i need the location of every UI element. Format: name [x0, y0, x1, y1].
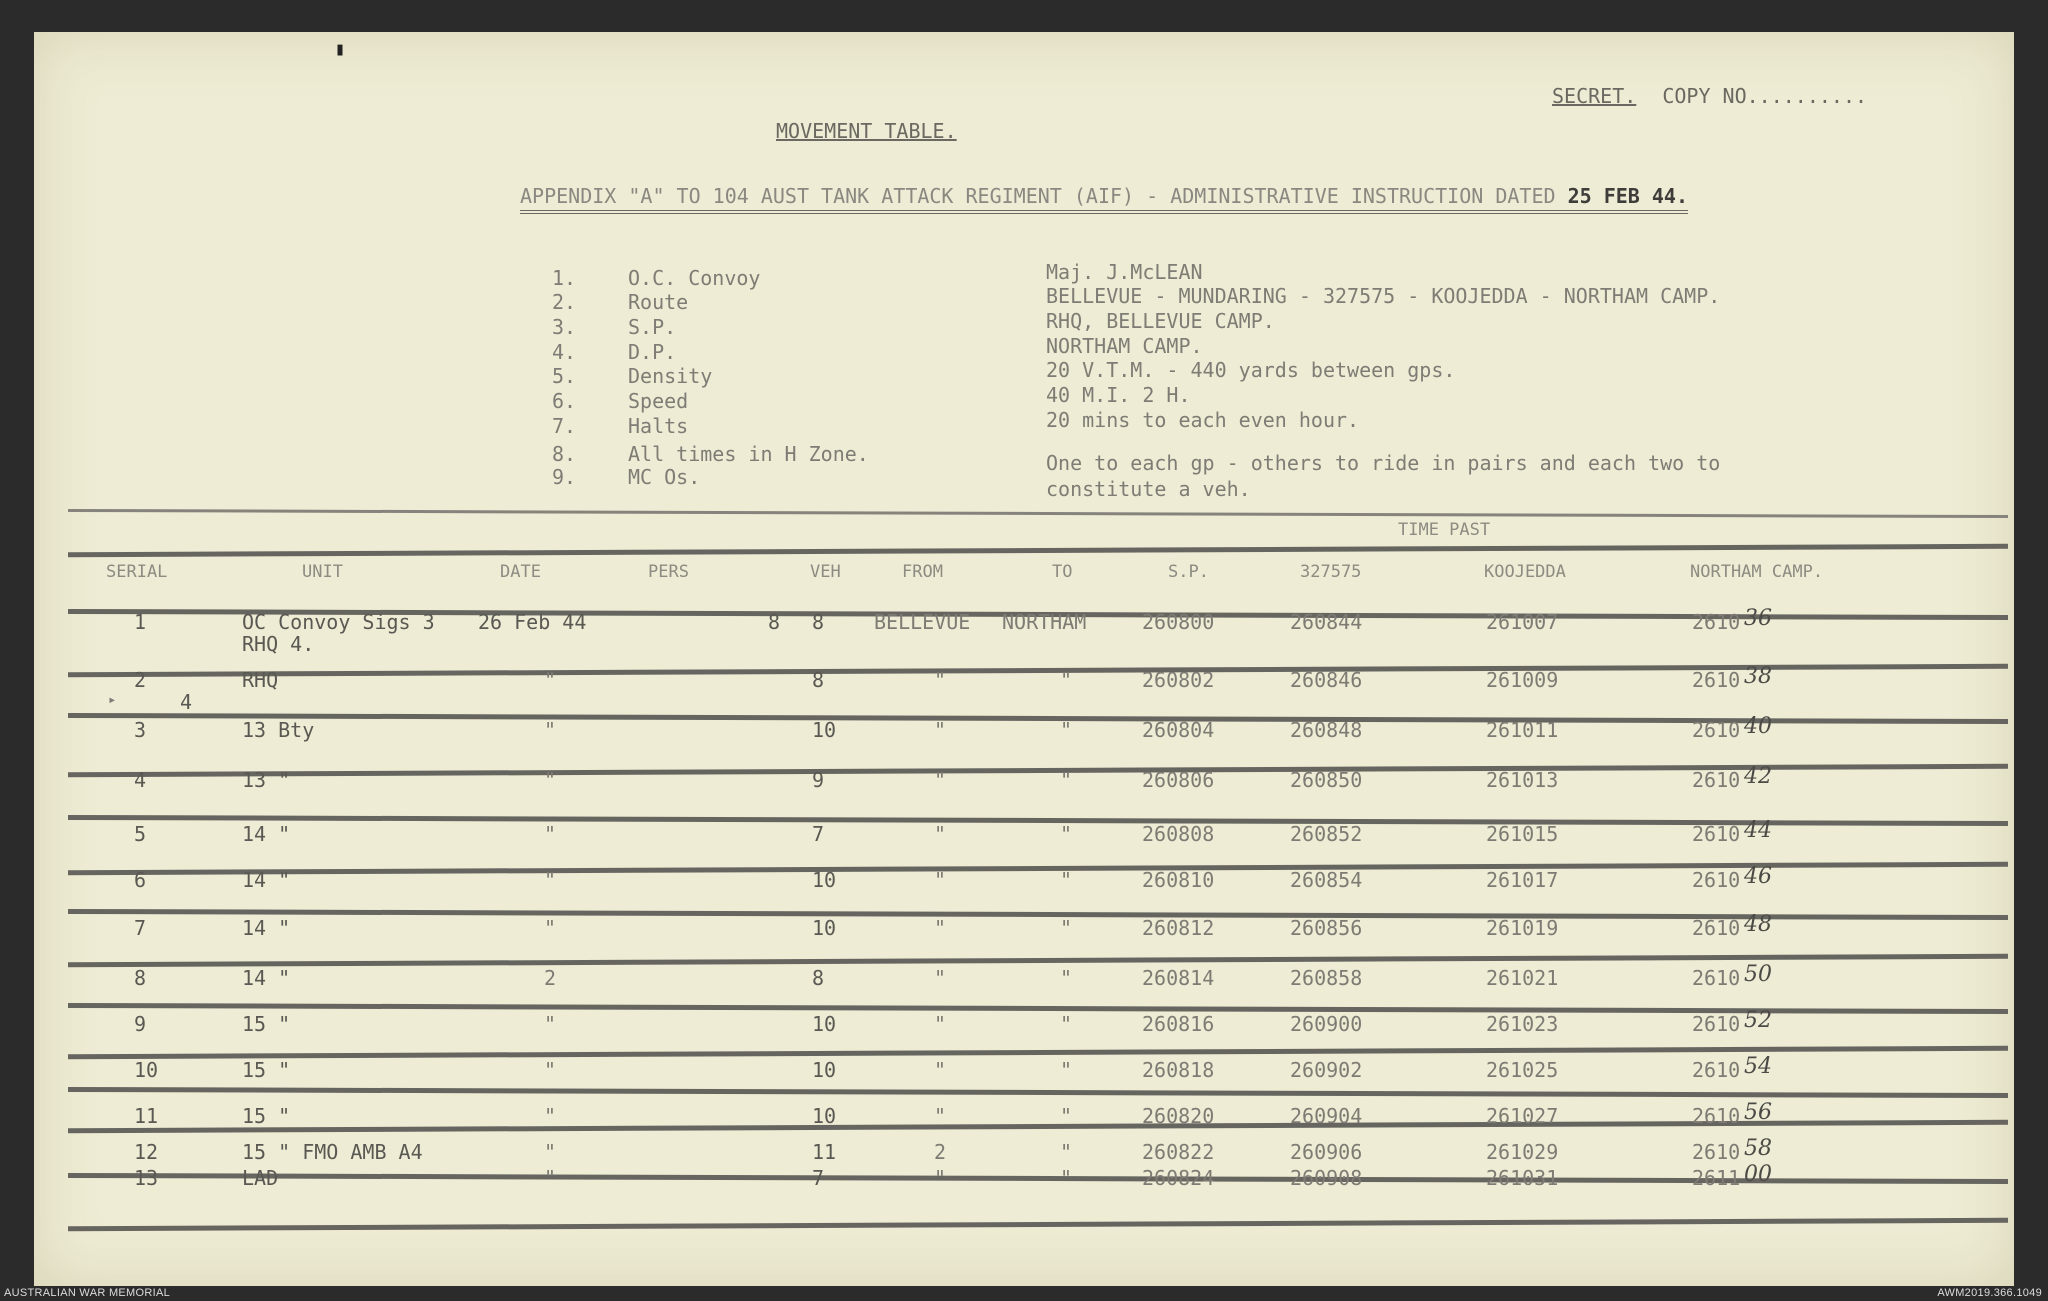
checkpoint-327575-cell: 260852: [1290, 822, 1363, 846]
checkpoint-327575-cell: 260844: [1290, 610, 1363, 634]
to-cell: ": [1060, 1166, 1073, 1190]
handwritten-minutes: 48: [1744, 912, 1772, 937]
northam-camp-cell: 2610: [1692, 868, 1741, 892]
handwritten-minutes: 44: [1744, 818, 1772, 843]
koojedda-cell: 261025: [1486, 1058, 1559, 1082]
to-cell: ": [1060, 822, 1073, 846]
order-value-continued: constitute a veh.: [1046, 477, 1251, 501]
sp-cell: 260816: [1142, 1012, 1215, 1036]
serial-cell: 8: [134, 966, 147, 990]
margin-note: 4: [180, 690, 193, 714]
order-number: 4.: [552, 340, 577, 364]
handwritten-minutes: 36: [1744, 606, 1772, 631]
date-cell: ": [544, 768, 557, 792]
column-header: PERS: [648, 562, 689, 582]
to-cell: ": [1060, 718, 1073, 742]
koojedda-cell: 261021: [1486, 966, 1559, 990]
to-cell: ": [1060, 768, 1073, 792]
koojedda-cell: 261031: [1486, 1166, 1559, 1190]
koojedda-cell: 261013: [1486, 768, 1559, 792]
unit-cell: RHQ: [242, 668, 279, 692]
order-number: 2.: [552, 290, 577, 314]
order-number: 7.: [552, 414, 577, 438]
to-cell: ": [1060, 868, 1073, 892]
serial-cell: 11: [134, 1104, 159, 1128]
from-cell: ": [934, 1166, 947, 1190]
koojedda-cell: 261011: [1486, 718, 1559, 742]
document-page: [34, 32, 2014, 1286]
to-cell: NORTHAM: [1002, 610, 1087, 634]
veh-cell: 11: [812, 1140, 837, 1164]
checkpoint-327575-cell: 260904: [1290, 1104, 1363, 1128]
order-number: 6.: [552, 389, 577, 413]
to-cell: ": [1060, 916, 1073, 940]
order-label: Speed: [628, 389, 689, 413]
handwritten-minutes: 42: [1744, 764, 1772, 789]
to-cell: ": [1060, 966, 1073, 990]
appendix-text: APPENDIX "A" TO 104 AUST TANK ATTACK REGIMENT (AIF) - ADMINISTRATIVE INSTRUCTION DATED: [520, 184, 1556, 208]
column-header: KOOJEDDA: [1484, 562, 1566, 582]
order-label: Density: [628, 364, 713, 388]
northam-camp-cell: 2611: [1692, 1166, 1741, 1190]
sp-cell: 260808: [1142, 822, 1215, 846]
veh-cell: 8: [812, 668, 825, 692]
from-cell: ": [934, 916, 947, 940]
handwritten-minutes: 54: [1744, 1054, 1772, 1079]
date-cell: ": [544, 1166, 557, 1190]
veh-cell: 10: [812, 718, 837, 742]
sp-cell: 260814: [1142, 966, 1215, 990]
checkpoint-327575-cell: 260902: [1290, 1058, 1363, 1082]
from-cell: ": [934, 768, 947, 792]
veh-cell: 10: [812, 1012, 837, 1036]
unit-cell: 13 ": [242, 768, 291, 792]
checkpoint-327575-cell: 260846: [1290, 668, 1363, 692]
northam-camp-cell: 2610: [1692, 1012, 1741, 1036]
date-cell: ": [544, 1140, 557, 1164]
sp-cell: 260812: [1142, 916, 1215, 940]
margin-arrow-icon: ▸: [108, 692, 117, 708]
unit-cell: 14 ": [242, 916, 291, 940]
document-title: MOVEMENT TABLE.: [776, 119, 957, 143]
date-cell: ": [544, 1104, 557, 1128]
northam-camp-cell: 2610: [1692, 1104, 1741, 1128]
column-header: DATE: [500, 562, 541, 582]
order-value: NORTHAM CAMP.: [1046, 334, 1203, 358]
to-cell: ": [1060, 1140, 1073, 1164]
sp-cell: 260824: [1142, 1166, 1215, 1190]
koojedda-cell: 261019: [1486, 916, 1559, 940]
handwritten-minutes: 00: [1744, 1162, 1772, 1187]
handwritten-minutes: 52: [1744, 1008, 1772, 1033]
checkpoint-327575-cell: 260854: [1290, 868, 1363, 892]
column-header: FROM: [902, 562, 943, 582]
sp-cell: 260820: [1142, 1104, 1215, 1128]
order-label: MC Os.: [628, 465, 701, 489]
unit-cell: 15 " FMO AMB A4: [242, 1140, 423, 1164]
unit-cell: 15 ": [242, 1104, 291, 1128]
from-cell: ": [934, 966, 947, 990]
serial-cell: 1: [134, 610, 147, 634]
column-header: UNIT: [302, 562, 343, 582]
order-value: BELLEVUE - MUNDARING - 327575 - KOOJEDDA - NORTHAM CAMP.: [1046, 284, 1721, 308]
from-cell: ": [934, 668, 947, 692]
date-cell: ": [544, 1058, 557, 1082]
from-cell: 2: [934, 1140, 947, 1164]
to-cell: ": [1060, 1058, 1073, 1082]
date-cell: ": [544, 718, 557, 742]
order-value: 40 M.I. 2 H.: [1046, 383, 1191, 407]
northam-camp-cell: 2610: [1692, 1140, 1741, 1164]
veh-cell: 7: [812, 1166, 825, 1190]
from-cell: ": [934, 868, 947, 892]
column-header: VEH: [810, 562, 841, 582]
date-cell: ": [544, 1012, 557, 1036]
security-classification: [1552, 84, 1867, 108]
northam-camp-cell: 2610: [1692, 668, 1741, 692]
sp-cell: 260818: [1142, 1058, 1215, 1082]
northam-camp-cell: 2610: [1692, 610, 1741, 634]
column-header: NORTHAM CAMP.: [1690, 562, 1824, 582]
from-cell: ": [934, 1012, 947, 1036]
order-value: RHQ, BELLEVUE CAMP.: [1046, 309, 1275, 333]
from-cell: ": [934, 822, 947, 846]
handwritten-minutes: 46: [1744, 864, 1772, 889]
date-cell: 2: [544, 966, 557, 990]
to-cell: ": [1060, 1104, 1073, 1128]
from-cell: ": [934, 1104, 947, 1128]
from-cell: BELLEVUE: [874, 610, 971, 634]
column-header: 327575: [1300, 562, 1362, 582]
order-value: Maj. J.McLEAN: [1046, 260, 1203, 284]
order-number: 5.: [552, 364, 577, 388]
footer-id: AWM2019.366.1049: [1937, 1287, 2042, 1299]
handwritten-minutes: 58: [1744, 1136, 1772, 1161]
order-number: 1.: [552, 266, 577, 290]
time-past-header: TIME PAST: [1398, 520, 1491, 540]
koojedda-cell: 261007: [1486, 610, 1559, 634]
northam-camp-cell: 2610: [1692, 916, 1741, 940]
serial-cell: 10: [134, 1058, 159, 1082]
from-cell: ": [934, 1058, 947, 1082]
serial-cell: 2: [134, 668, 147, 692]
to-cell: ": [1060, 1012, 1073, 1036]
from-cell: ": [934, 718, 947, 742]
unit-cell: 15 ": [242, 1058, 291, 1082]
column-header: TO: [1052, 562, 1073, 582]
serial-cell: 12: [134, 1140, 159, 1164]
date-cell: ": [544, 668, 557, 692]
koojedda-cell: 261029: [1486, 1140, 1559, 1164]
sp-cell: 260804: [1142, 718, 1215, 742]
handwritten-minutes: 38: [1744, 664, 1772, 689]
checkpoint-327575-cell: 260908: [1290, 1166, 1363, 1190]
order-label: All times in H Zone.: [628, 442, 869, 466]
koojedda-cell: 261015: [1486, 822, 1559, 846]
order-label: O.C. Convoy: [628, 266, 761, 290]
veh-cell: 9: [812, 768, 825, 792]
veh-cell: 8: [812, 610, 825, 634]
veh-cell: 10: [812, 1058, 837, 1082]
column-header: S.P.: [1168, 562, 1209, 582]
veh-cell: 10: [812, 916, 837, 940]
date-cell: ": [544, 822, 557, 846]
checkpoint-327575-cell: 260900: [1290, 1012, 1363, 1036]
date-cell: 26 Feb 44: [478, 610, 587, 634]
order-label: S.P.: [628, 315, 677, 339]
handwritten-minutes: 50: [1744, 962, 1772, 987]
column-header: SERIAL: [106, 562, 168, 582]
order-value: 20 V.T.M. - 440 yards between gps.: [1046, 358, 1456, 382]
order-number: 9.: [552, 465, 577, 489]
pen-mark: ': [328, 38, 353, 84]
northam-camp-cell: 2610: [1692, 822, 1741, 846]
serial-cell: 6: [134, 868, 147, 892]
serial-cell: 4: [134, 768, 147, 792]
northam-camp-cell: 2610: [1692, 768, 1741, 792]
to-cell: ": [1060, 668, 1073, 692]
sp-cell: 260822: [1142, 1140, 1215, 1164]
northam-camp-cell: 2610: [1692, 1058, 1741, 1082]
serial-cell: 7: [134, 916, 147, 940]
checkpoint-327575-cell: 260850: [1290, 768, 1363, 792]
footer-credit: AUSTRALIAN WAR MEMORIAL: [4, 1287, 171, 1299]
sp-cell: 260802: [1142, 668, 1215, 692]
sp-cell: 260806: [1142, 768, 1215, 792]
unit-cell: 13 Bty: [242, 718, 315, 742]
pers-cell: 8: [768, 610, 781, 634]
order-label: D.P.: [628, 340, 677, 364]
northam-camp-cell: 2610: [1692, 718, 1741, 742]
order-number: 3.: [552, 315, 577, 339]
appendix-heading: [520, 184, 1688, 214]
unit-cell: 14 ": [242, 822, 291, 846]
order-number: 8.: [552, 442, 577, 466]
order-label: Route: [628, 290, 689, 314]
serial-cell: 5: [134, 822, 147, 846]
checkpoint-327575-cell: 260848: [1290, 718, 1363, 742]
unit-cell: 14 ": [242, 868, 291, 892]
veh-cell: 8: [812, 966, 825, 990]
unit-cell: 14 ": [242, 966, 291, 990]
serial-cell: 3: [134, 718, 147, 742]
koojedda-cell: 261023: [1486, 1012, 1559, 1036]
unit-cell-continued: RHQ 4.: [242, 632, 315, 656]
northam-camp-cell: 2610: [1692, 966, 1741, 990]
unit-cell: 15 ": [242, 1012, 291, 1036]
order-value: 20 mins to each even hour.: [1046, 408, 1360, 432]
checkpoint-327575-cell: 260856: [1290, 916, 1363, 940]
copy-number-field: COPY NO..........: [1662, 84, 1868, 108]
date-cell: ": [544, 868, 557, 892]
handwritten-minutes: 56: [1744, 1100, 1772, 1125]
order-value: One to each gp - others to ride in pairs and each two to: [1046, 451, 1721, 475]
secret-label: SECRET.: [1552, 84, 1637, 108]
serial-cell: 9: [134, 1012, 147, 1036]
sp-cell: 260810: [1142, 868, 1215, 892]
unit-cell: LAD: [242, 1166, 279, 1190]
unit-cell: OC Convoy Sigs 3: [242, 610, 435, 634]
koojedda-cell: 261027: [1486, 1104, 1559, 1128]
handwritten-minutes: 40: [1744, 714, 1772, 739]
veh-cell: 10: [812, 868, 837, 892]
sp-cell: 260800: [1142, 610, 1215, 634]
koojedda-cell: 261009: [1486, 668, 1559, 692]
appendix-date: 25 FEB 44.: [1567, 184, 1688, 208]
date-cell: ": [544, 916, 557, 940]
order-label: Halts: [628, 414, 689, 438]
koojedda-cell: 261017: [1486, 868, 1559, 892]
serial-cell: 13: [134, 1166, 159, 1190]
checkpoint-327575-cell: 260906: [1290, 1140, 1363, 1164]
checkpoint-327575-cell: 260858: [1290, 966, 1363, 990]
veh-cell: 10: [812, 1104, 837, 1128]
veh-cell: 7: [812, 822, 825, 846]
